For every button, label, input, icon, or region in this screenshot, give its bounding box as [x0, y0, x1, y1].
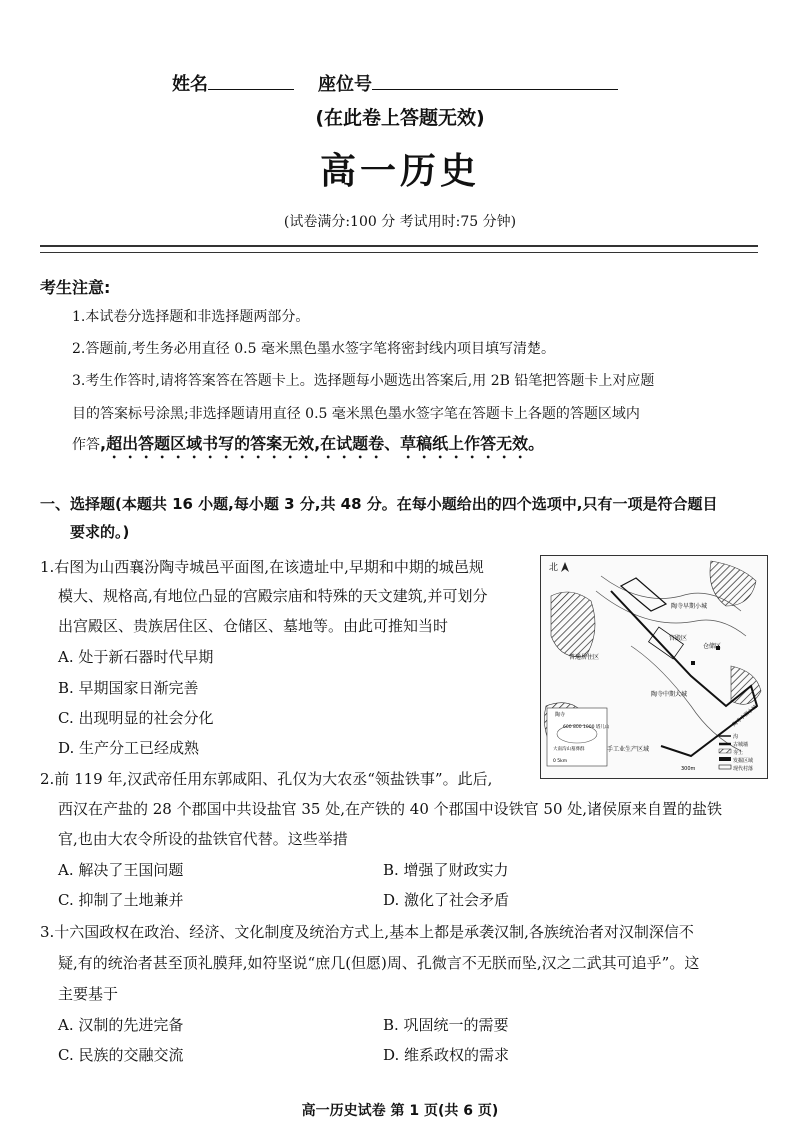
q2-option-a[interactable]: A. 解决了王国问题 — [58, 861, 184, 879]
note-item-3-line3 — [72, 431, 544, 462]
q2-line-3: 官,也由大农令所设的盐铁官代替。这些举措 — [58, 830, 348, 848]
legend-item: 夯土 — [733, 750, 744, 756]
q3-line-1: 3.十六国政权在政治、经济、文化制度及统治方式上,基本上都是承袭汉制,各族统治者对汉制深信不 — [40, 923, 694, 941]
seat-label: 座位号 — [318, 74, 372, 95]
q1-option-a[interactable]: A. 处于新石器时代早期 — [58, 648, 214, 666]
exam-info: (试卷满分:100 分 考试用时:75 分钟) — [283, 214, 517, 230]
q2-option-b[interactable]: B. 增强了财政实力 — [383, 861, 509, 879]
q1-line-1: 1.右图为山西襄汾陶寺城邑平面图,在该遗址中,早期和中期的城邑规 — [40, 558, 484, 576]
map-north-label: 北 — [549, 563, 559, 573]
q3-option-a[interactable]: A. 汉制的先进完备 — [58, 1016, 184, 1034]
map-terrain-west — [551, 592, 595, 657]
early-city-wall — [621, 578, 666, 611]
note-item-3-plain: 作答 — [72, 437, 100, 453]
north-arrow-icon — [561, 562, 569, 572]
note-item-1: 1.本试卷分选择题和非选择题两部分。 — [72, 309, 310, 325]
excavation-marker — [691, 661, 695, 665]
label-early-small-city: 陶寺早期小城 — [671, 603, 708, 610]
page-title: 高一历史 — [319, 150, 480, 192]
name-field[interactable] — [208, 73, 294, 90]
label-craft: 手工业生产区域 — [607, 746, 650, 753]
map-scale: 300m — [681, 766, 696, 772]
inset-values: 600 800 1000 塔儿山 — [563, 725, 610, 730]
note-item-3-line2: 目的答案标号涂黑;非选择题请用直径 0.5 毫米黑色墨水签字笔在答题卡上各题的答题区域内 — [72, 406, 640, 422]
q2-line-2: 西汉在产盐的 28 个郡国中共设盐官 35 处,在产铁的 40 个郡国中设铁官 50 处,诸侯原来自置的盐铁 — [58, 800, 723, 818]
student-info-line — [172, 70, 618, 96]
label-mid-city: 陶寺中期大城 — [651, 691, 688, 698]
note-item-2: 2.答题前,考生务必用直径 0.5 毫米黑色墨水签字笔将密封线内项目填写清楚。 — [72, 341, 555, 357]
q3-option-c[interactable]: C. 民族的交融交流 — [58, 1046, 184, 1064]
q3-line-3: 主要基于 — [58, 985, 119, 1003]
q3-option-d[interactable]: D. 维系政权的需求 — [383, 1046, 510, 1064]
section-title-cont: 要求的。) — [70, 523, 130, 541]
note-item-3-emphasis: ,超出答题区域书写的答案无效,在试题卷、草稿纸上作答无效。 — [100, 434, 545, 453]
label-mid-small-city: 陶寺中期小城 — [731, 704, 759, 729]
label-storage: 仓储区 — [703, 643, 722, 650]
label-palace: 宫殿区 — [669, 635, 688, 642]
legend-item: 发掘区域 — [733, 758, 754, 764]
inset-site-name: 陶寺 — [555, 712, 566, 718]
q1-line-2: 模大、规格高,有地位凸显的宫殿宗庙和特殊的天文建筑,并可划分 — [58, 587, 488, 605]
legend-item: 现代村落 — [733, 766, 754, 772]
label-tomb: 大南沟山墓葬群 — [553, 747, 585, 752]
q3-option-b[interactable]: B. 巩固统一的需要 — [383, 1016, 509, 1034]
legend-item: 沟 — [733, 734, 739, 740]
q2-line-1: 2.前 119 年,汉武帝任用东郭咸阳、孔仅为大农丞“领盐铁事”。此后, — [40, 770, 493, 788]
q1-option-d[interactable]: D. 生产分工已经成熟 — [58, 739, 200, 757]
header-divider — [40, 245, 758, 253]
invalid-notice: (在此卷上答题无效) — [315, 107, 485, 129]
page-footer: 高一历史试卷 第 1 页(共 6 页) — [301, 1103, 499, 1119]
legend-item: 古城墙 — [733, 742, 749, 748]
q2-option-d[interactable]: D. 激化了社会矛盾 — [383, 891, 510, 909]
section-title: 一、选择题(本题共 16 小题,每小题 3 分,共 48 分。在每小题给出的四个选项中,只有一项是符合题目 — [40, 495, 718, 513]
map-terrain-ne — [710, 561, 756, 606]
label-noble-area: 普通居住区 — [569, 654, 600, 661]
note-item-3: 3.考生作答时,请将答案答在答题卡上。选择题每小题选出答案后,用 2B 铅笔把答题卡上对应题 — [72, 373, 655, 389]
inset-scale: 0 5km — [553, 759, 568, 764]
name-label: 姓名 — [172, 74, 208, 95]
q3-line-2: 疑,有的统治者甚至顶礼膜拜,如符坚说“庶几(但愿)周、孔微言不无朕而坠,汉之二武其可追乎”。这 — [58, 954, 700, 972]
q1-option-c[interactable]: C. 出现明显的社会分化 — [58, 709, 214, 727]
notes-title: 考生注意: — [40, 278, 111, 297]
q1-option-b[interactable]: B. 早期国家日渐完善 — [58, 679, 199, 697]
taosi-site-map — [540, 555, 768, 779]
palace-area — [649, 627, 684, 659]
map-legend — [719, 733, 753, 772]
q1-line-3: 出宫殿区、贵族居住区、仓储区、墓地等。由此可推知当时 — [58, 617, 449, 635]
seat-field[interactable] — [372, 73, 618, 90]
q2-option-c[interactable]: C. 抑制了土地兼并 — [58, 891, 184, 909]
